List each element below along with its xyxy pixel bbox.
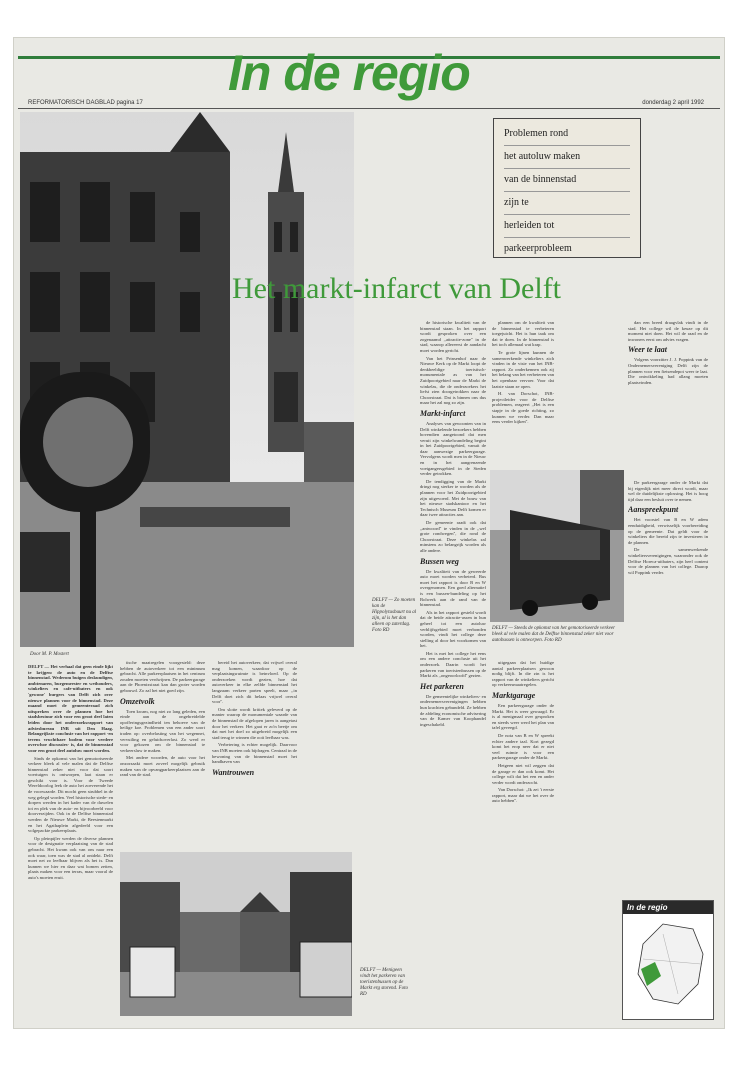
body-paragraph: De parkeergarage onder de Markt dat bij eigenlijk niet meer direct wordt, maar wel de duidelijkste oplossing. Het is hoog tijd daar een besluit over te nemen. bbox=[628, 480, 708, 502]
subhead-wantrouwen: Wantrouwen bbox=[212, 767, 255, 777]
bottom-photo-image bbox=[120, 852, 352, 1016]
body-paragraph: De tendigging van de Markt dringt nog sterker te worden als de plannen voor het Zuidpoortgebied zijn uitgevoerd. Met de bouw van het nieuwe stadskantoor en het Technisch Museum Delft komen er daar twee attracties aan. bbox=[420, 478, 486, 518]
pull-quote-line: parkeerprobleem bbox=[504, 243, 572, 254]
date-label: donderdag 2 april 1992 bbox=[642, 100, 704, 106]
body-paragraph: uitgegaan dat het huidige aantal parkeerplaatsen gewoon nodig blijft. In die zin is het rapport van de winkeliers gericht op verkeersmaatregelen. bbox=[492, 660, 554, 688]
column-6b bbox=[628, 480, 708, 890]
paper-page-label: REFORMATORISCH DAGBLAD pagina 17 bbox=[28, 100, 143, 106]
body-paragraph: Met andere woorden, de auto voor het onzorzaakt moet zoveel mogelijk gebruik maken van de opvangparkeerplaatsen aan de rand van de stad. bbox=[120, 755, 205, 778]
body-paragraph: Verbetering is echter mogelijk. Daarvoor van INB moeten ook bijdragen. Centraal in de bewoning van de binnenstad moet het handhaven van bbox=[212, 742, 297, 765]
body-paragraph: De gemeentelijke winkeliers- en ondernemersverenigingen hebben hun krachten gebundeld. Ze hebben de afdeling economische advisering van de Kamer van Koophandel ingeschakeld. bbox=[420, 693, 486, 727]
body-paragraph: De samenwerkende winkeliersverenigingen, waaronder ook de Delftse Horeca-uitbaters, zijn heel content voor de plannen van het college. Daarop wil Poppink verder. bbox=[628, 547, 708, 575]
subhead-weer-te-laat: Weer te laat bbox=[628, 345, 667, 355]
column-5b bbox=[492, 660, 554, 1010]
body-paragraph: Het voorstel van B en W adem eenduidigheid, verwisselijk voorbereiding op de gemeente. Dat geldt voor de winkeliers die bereid zijn te investeren in de plannen. bbox=[628, 517, 708, 545]
column-4 bbox=[420, 320, 486, 1010]
column-2 bbox=[120, 660, 205, 860]
bottom-caption-text: DELFT — Menigeen vindt het parkeren van toeristenbussen op de Markt erg storend. bbox=[360, 968, 405, 991]
map-box-title: In de regio bbox=[623, 901, 713, 914]
body-paragraph: Sinds de opkomst van het gemotoriseerde verkeer bleek al vele malen dat de Delftse binnenstad zeker niet voor dat soort voertuigen is ontworpen, laat staan er geschikt voor is. Voor de Tweede Wereldoorlog leek de auto het zoeverende het de voorwaarde. Dit mocht geen strubbel in de weg gelegd worden. Veel historische stede- en dorpen werden in het kader van de duwelen tot en plek van de auto- en bijvoorbeeld voor doorverzijden. Ook in de Delftse binnenstad werden de Nieuwe Markt, de Beestenmarkt en het Agathaplein afgedeeld voor een volgepackte parkeerplaats. bbox=[28, 755, 113, 834]
body-paragraph: de historische kwaliteit van de binnenstad staan. In het rapport wordt gesproken over een zogenaamd ,,attractie-zone'' in de stad, waarop allereerst de aandacht moet worden gericht. bbox=[420, 320, 486, 353]
column-3 bbox=[212, 660, 297, 860]
body-paragraph: Op pleinpijler werden de diverse plannen voor de designatie verplaatsing van de stad gebracht. Het kwam ook van ons naar een ook waar, toen was de stad al ontdekt. Delft moet net zo leefbaar blijven als het is. Dan kunnen we hier en daar wat bomen zetten, plaats maken voor een terras, maar vooral de auto's moeten eruit. bbox=[28, 835, 113, 880]
subhead-markt-infarct: Markt-infarct bbox=[420, 408, 466, 418]
right-caption-credit: Foto RD bbox=[544, 638, 562, 643]
bottom-photo-caption bbox=[360, 968, 412, 998]
body-paragraph: tische maatregelen voorgesteld: deze hebben de autoverkeer tot een minimum gebracht. Alle parkeerplaatsen in het centrum zouden moeten verdwijnen. De parkeergarage aan de Phoenixstraat kan dan groter worden gebouwd. Zo zal het niet goed zijn. bbox=[120, 660, 205, 693]
pull-quote-line: van de binnenstad bbox=[504, 169, 630, 192]
main-caption-credit: Foto RD bbox=[372, 628, 390, 633]
body-paragraph: bereid het autoverkeer, dat vrijwel overal mag komen, waardoor op de verplaatsingsruimte is beinvloed. Op de onderzoeken wordt gezien, hoe dat autoverkeer in elke zelfde binnenstad het langzaam verkeer parten speelt, maar ,,in Delft doet zich dit helaas vrijwel overal voor''. bbox=[212, 660, 297, 705]
right-caption-text: DELFT — Steeds de opkomst van het gemotoriseerde verkeer bleek al vele malen dat de Delftse binnenstad zeker niet voor autobussen is ontworpen. bbox=[492, 626, 616, 643]
body-paragraph: Volgens voorzitter J. J. Poppink van de Ondernemersvereniging Delft zijn de plannen voor een fietsendepot weer te laat. Die ontwikkeling had allang moeten plaatsvinden. bbox=[628, 357, 708, 385]
body-paragraph: Te grote lijnen kunnen de samenwerkende winkeliers zich vinden in de visie van het INB-rapport. Zo onderkennen ook zij het belang van het verbeteren van het openbaar vervoer. Voor dat laatste staan ze open. bbox=[492, 349, 554, 389]
body-paragraph: Hetgeen niet wil zeggen dat de garage er dan ook komt. Het college wilt dat het een en ander verder wordt onderzocht. bbox=[492, 762, 554, 785]
masthead: In de regio bbox=[228, 45, 470, 101]
body-paragraph: H. van Dorschot, INB-projectleider voor de Delftse problemen, reageert ,,Het is een stapje in de goede richting, zo kunnen we verder. Dan maar eens verder kijken''. bbox=[492, 391, 554, 425]
body-paragraph: Het is met het college het eens om een andere conclusie uit het onderzoek. Daarin wordt het parkeren van toeristenbussen op de Markt als ,,ongeoorloofd'' gezien. bbox=[420, 650, 486, 679]
body-paragraph: Om slotte wordt kritiek geleverd op de manier waarop de monumentale waarde van de binnenstad de afgelopen jaren is aangetast door het verkeer. Het gaat er zo'n beetje om dat met het doel zo uitgebreid mogelijk een stad terug te winnen die ooit leefbaar was. bbox=[212, 706, 297, 740]
subhead-omzetvolk: Omzetvolk bbox=[120, 696, 155, 706]
body-paragraph: dan een breed draagvlak vindt in de stad. Het college wil de keuze op dit moment niet doen. Het wil de raad en de inwoners eerst om advies vragen. bbox=[628, 320, 708, 342]
lead-paragraph: DELFT — Het verhaal dat geen einde lijkt te krijgen: de auto en de Delftse binnenstad. Wederom buigen deskundigen, ambtenaren, burgemeester en wethouders, winkeliers en cafe-uitbaters en ook 'gewone' burgers van Delft zich over nieuwe plannen voor de binnenstad. Deze maand moet de gemeenteraad zich uitspreken over de plannen hoe het stadsbestuur zich voor een groot deel laten leiden door het onderzoeksrapport van adviesbureau INB uit Den Haag. Belangrijkste conclusie van het rapport -en tevens vruchtbare bodem voor verdere overwhoe discussies- is, dat de binnenstad voor een groot deel autoluw moet worden. bbox=[28, 664, 113, 753]
body-paragraph: Als in het rapport gesteld wordt dat de beide attractie-assen in hun geheel tot een autoluw verblijfsgebied moet verbonden worden, vindt het college deze stelling al door het voorkomen van het. bbox=[420, 609, 486, 649]
netherlands-map bbox=[623, 914, 713, 1014]
pull-quote-line: zijn te bbox=[504, 192, 630, 215]
subhead-het-parkeren: Het parkeren bbox=[420, 681, 464, 691]
subhead-aanspreekpunt: Aanspreekpunt bbox=[628, 505, 679, 515]
body-paragraph: Analyses van gewoonten van in Delft winkelende bezoekers hebben bovendien aangetoond dat men veruit zijn winkelwandeling begint in het Zuidpoortgebied, vanuit de daar aanwezige parkeergarage. Vervolgens wordt men in de Nieuw en in het aangrenzende voetgangersgebied in de Steden verder getrokken. bbox=[420, 420, 486, 477]
main-photo bbox=[20, 112, 354, 647]
right-photo bbox=[490, 470, 624, 622]
bottom-photo bbox=[120, 852, 352, 1016]
main-caption-text: DELFT — Zo moeten kan de Hippolytusbuurt nu al zijn, al is het dan alleen op zaterdag. bbox=[372, 598, 417, 627]
main-photo-caption bbox=[372, 598, 418, 634]
pull-quote-box bbox=[493, 118, 641, 258]
header-rule bbox=[18, 108, 720, 109]
bottom-caption-credit: Foto RD bbox=[360, 986, 408, 997]
main-photo-image bbox=[20, 112, 354, 647]
body-paragraph: De nota van B en W spreekt echter andere taal. Kort gezegd komt het erop neer dat er niet veel ruimte is voor een parkeergarage onder de Markt. bbox=[492, 732, 554, 761]
body-paragraph: Toen kwam, nog niet zo lang geleden, een einde aan de ongebreidelde opofferingsgezindheid ten behoeve van de heilige koe. Problemen van een ander soort traden op: overbelasting van het wegennet, vervuiling en geluidsoverlast. Zo werd er voor gekozen om de binnenstad te verkeersluw te maken. bbox=[120, 708, 205, 753]
byline: Door M. P. Mostert bbox=[30, 652, 69, 657]
pull-quote-line: Problemen rond bbox=[504, 123, 630, 146]
right-photo-image bbox=[490, 470, 624, 622]
subhead-marktgarage: Marktgarage bbox=[492, 690, 536, 700]
column-1 bbox=[28, 664, 113, 1014]
body-paragraph: Een parkeergarage onder de Markt. Het is weer gewaagd. Er is al menigmaal over gesproken en steeds weer werd het plan van tafel geveegd. bbox=[492, 702, 554, 731]
region-map-box bbox=[622, 900, 714, 1020]
body-paragraph: Van Dorschot: ,,Ik zei 't eerste rapport, maar dat we het over de auto hebben''. bbox=[492, 787, 554, 804]
body-paragraph: Van het Prinsenhof naar de Nieuwe Kerk op de Markt loopt de denkbeeldige toeristisch-monumentale as van het Zuidpoortgebied naar de Markt de winkelas, die de onderzoekers het liefst zien doorgetrokken naar de Choorstraat. Dat is binnen ons dus maar het zal nog zo zijn. bbox=[420, 355, 486, 406]
pull-quote-line: herleiden tot bbox=[504, 215, 630, 238]
body-paragraph: plannen om de kwaliteit van de binnenstad te verbeteren toegejuicht. Het is hun taak om dat te doen. In de binnenstad is het toch allemaal wat krap. bbox=[492, 320, 554, 348]
subhead-bussen-weg: Bussen weg bbox=[420, 556, 459, 566]
column-6 bbox=[628, 320, 708, 470]
body-paragraph: De kwaliteit van de geweerde auto moet worden verbeterd. Bus moet het rapport is door B en W overgenomen. Een goed alternatief is een bussen-bundeling op het Bolwerk aan de rand van de binnenstad. bbox=[420, 568, 486, 608]
article-headline: Het markt-infarct van Delft bbox=[232, 272, 562, 305]
body-paragraph: De gemeente raadt ook dat ,,antwoord'' te vinden in de ,,wel grote rondwegen'', die rond de Choorstraat. Deze winkelas zal minstens zo belangrijk worden als alle andere. bbox=[420, 520, 486, 553]
right-photo-caption bbox=[492, 626, 616, 644]
pull-quote-line: het autoluw maken bbox=[504, 146, 630, 169]
